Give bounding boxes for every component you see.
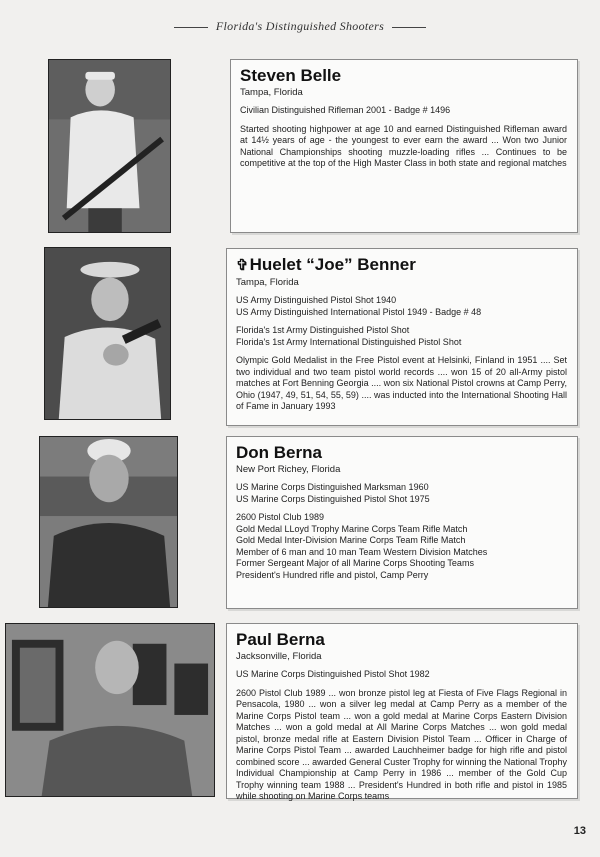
- credential-line: US Marine Corps Distinguished Pistol Shot 1975: [236, 493, 430, 504]
- person-city: Tampa, Florida: [236, 277, 299, 288]
- header-rule-left: [174, 27, 208, 28]
- honor-line: Florida's 1st Army Distinguished Pistol Shot: [236, 325, 410, 335]
- biography: 2600 Pistol Club 1989 ... won bronze pistol leg at Fiesta of Five Flags Regional in Pensacola, 1980 ... won a silver leg medal at Camp Perry as a member of the Marine Corps Pistol team ... won a gold medal at Marine Corps Eastern Division Matches ... won a gold medal at All Marine Corps Matches ... won gold medal pistol, bronze medal rifle at Eastern Division Pistol Team ... Officer in Charge of Marine Corps Pistol Team ... awarded Lauchheimer badge for high rifle and pistol combined score ... awarded General Custer Trophy for winning the National Trophy Individual Championship at Camp Perry in 1986 ... member of the Gold Cup Trophy winning team 1988 ... President's Hundred in both rifle and pistol in 1985 while shooting on Marine Corps teams: [236, 687, 567, 801]
- person-city: New Port Richey, Florida: [236, 464, 341, 475]
- credential-line: US Marine Corps Distinguished Marksman 1960: [236, 482, 429, 492]
- honor-line: Florida's 1st Army International Distinguished Pistol Shot: [236, 336, 462, 347]
- person-name-text: Huelet “Joe” Benner: [249, 255, 416, 274]
- portrait-illustration: [6, 624, 214, 796]
- portrait-illustration: [45, 248, 170, 419]
- biography: Started shooting highpower at age 10 and earned Distinguished Rifleman award at 14½ years of age - the youngest to ever earn the award ... Won two Junior National Championships shooting muzzle-loading rifles ... Continues to be competitive at the top of the High Master Class in both state and regional matches: [240, 123, 567, 168]
- portrait-illustration: [49, 60, 170, 232]
- person-name: Paul Berna: [236, 630, 325, 649]
- credential-line: US Army Distinguished International Pistol 1949 - Badge # 48: [236, 306, 482, 317]
- person-city: Jacksonville, Florida: [236, 651, 322, 662]
- running-header: [0, 19, 600, 34]
- credential-line: US Army Distinguished Pistol Shot 1940: [236, 295, 397, 305]
- portrait-photo: [39, 436, 178, 608]
- honor-line: Gold Medal LLoyd Trophy Marine Corps Team Rifle Match: [236, 523, 468, 534]
- biography: Olympic Gold Medalist in the Free Pistol event at Helsinki, Finland in 1951 .... Set two individual and two team pistol world records .... won 15 of 20 all-Army pistol matches at Fort Benning Georgia .... won six National Pistol crowns at Camp Perry, Ohio (1947, 49, 51, 54, 55, 59) .... was inducted into the International Shooting Hall of Fame in January 1993: [236, 355, 567, 411]
- honor-line: Former Sergeant Major of all Marine Corps Shooting Teams: [236, 558, 474, 568]
- deceased-cross-icon: ✞: [236, 257, 249, 274]
- header-title: Florida's Distinguished Shooters: [215, 19, 385, 33]
- honor-line: 2600 Pistol Club 1989: [236, 512, 325, 522]
- entry-card: [226, 248, 578, 426]
- portrait-photo: [48, 59, 171, 233]
- page-number: 13: [573, 825, 586, 837]
- entry-card: [226, 436, 578, 609]
- credential-line: Civilian Distinguished Rifleman 2001 - Badge # 1496: [240, 105, 451, 115]
- honor-line: Member of 6 man and 10 man Team Western Division Matches: [236, 546, 488, 557]
- honor-line: President's Hundred rifle and pistol, Camp Perry: [236, 569, 429, 580]
- person-name: [236, 255, 567, 276]
- credential-line: US Marine Corps Distinguished Pistol Shot 1982: [236, 669, 430, 679]
- portrait-photo: [44, 247, 171, 420]
- person-name: Steven Belle: [240, 66, 342, 85]
- header-rule-right: [392, 27, 426, 28]
- person-name: Don Berna: [236, 443, 322, 462]
- entry-card: [230, 59, 578, 233]
- honor-line: Gold Medal Inter-Division Marine Corps Team Rifle Match: [236, 535, 466, 545]
- portrait-illustration: [40, 437, 177, 607]
- person-city: Tampa, Florida: [240, 87, 303, 98]
- entry-card: [226, 623, 578, 799]
- portrait-photo: [5, 623, 215, 797]
